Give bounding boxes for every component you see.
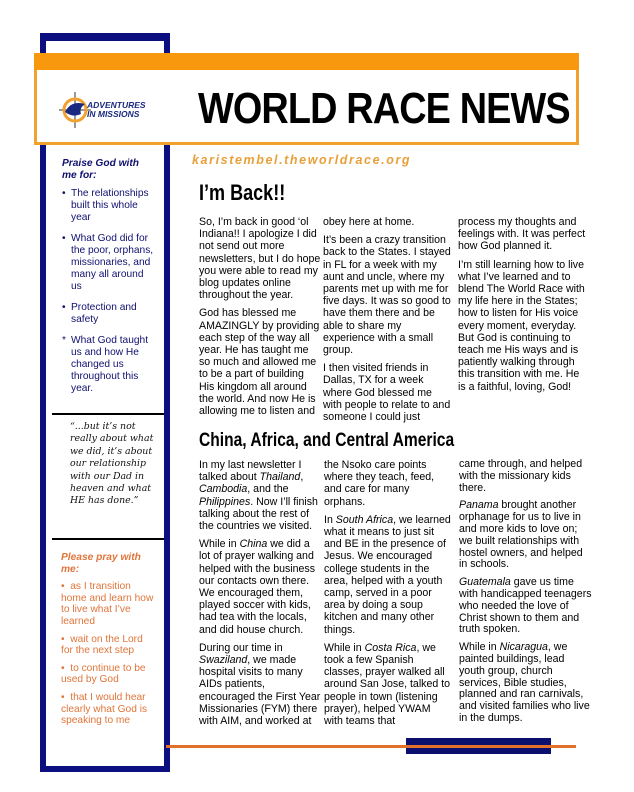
article-heading-china-africa: China, Africa, and Central America <box>199 430 455 451</box>
praise-item <box>62 335 154 395</box>
sidebar-divider <box>52 413 164 415</box>
praise-item <box>62 233 154 293</box>
bullet-icon: • <box>62 233 66 244</box>
article2-column-1 <box>199 459 323 733</box>
sidebar-quote: “...but it’s not really about what we did, it’s about our relationship with our Dad in heaven and what HE has done.” <box>70 421 154 507</box>
paragraph: While in Nicaragua, we painted buildings, lead youth group, church services, Bible studies, planned and ran carnivals, and visited families who live in the dumps. <box>459 641 590 724</box>
paragraph: It’s been a crazy transition back to the States. I stayed in FL for a week with my aunt and uncle, where my parents met up with me for five days. It was so good to have them there and be able to share my experience with a small group. <box>323 234 451 357</box>
praise-heading: Praise God with me for: <box>62 158 139 181</box>
praise-item-text: What God did for the poor, orphans, missionaries, and many all around us <box>71 233 154 292</box>
bullet-icon: • <box>61 633 65 645</box>
paragraph: God has blessed me AMAZINGLY by providing each step of the way all year. He has taught me so much and allowed me to be a part of building His kingdom all around the world. And now He is allowing me to listen and <box>199 307 320 418</box>
praise-item <box>62 188 154 224</box>
compass-logo-icon <box>57 90 157 130</box>
pray-item-text: that I would hear clearly what God is speaking to me <box>61 691 148 727</box>
paragraph: While in China we did a lot of prayer walking and helped with the business our contacts own there. We encouraged them, played soccer with kids, had tea with the locals, and did house church. <box>199 538 316 636</box>
paragraph: I then visited friends in Dallas, TX for a week where God blessed me with people to relate to and someone I could just <box>323 362 451 424</box>
paragraph: Panama brought another orphanage for us to live in and more kids to love on; we built relationships with hostel owners, and helped in schools. <box>459 499 583 571</box>
newsletter-title: WORLD RACE NEWS <box>198 84 570 133</box>
bullet-icon: • <box>62 188 66 199</box>
bullet-icon: • <box>62 302 66 313</box>
footer-bar-stripe <box>406 745 551 748</box>
bullet-icon: • <box>61 581 65 593</box>
blog-url[interactable]: karistembel.theworldrace.org <box>192 153 412 167</box>
sidebar-divider <box>52 538 164 540</box>
logo-line2: IN MISSIONS <box>87 109 140 119</box>
pray-item-text: wait on the Lord for the next step <box>61 633 143 657</box>
pray-item <box>61 663 157 686</box>
praise-item-text: The relationships built this whole year <box>71 188 149 223</box>
pray-heading: Please pray with me: <box>61 552 141 575</box>
praise-item-text: Protection and safety <box>71 302 137 325</box>
pray-item <box>61 692 157 727</box>
praise-section <box>62 158 154 404</box>
paragraph: Guatemala gave us time with handicapped teenagers who needed the love of Christ shown to them and truth spoken. <box>459 576 592 636</box>
pray-item-text: to continue to be used by God <box>61 662 146 686</box>
paragraph: I’m still learning how to live what I’ve learned and to blend The World Race with my life here in the States; how to listen for His voice every moment, everyday. But God is continuing to teach me His ways and is patiently walking through this transition with me. He is a faithful, loving, God! <box>458 258 585 393</box>
paragraph: So, I’m back in good ‘ol Indiana!! I apologize I did not send out more newsletters, but I do hope you were able to read my blog updates online throughout the year. <box>199 216 321 302</box>
paragraph: In my last newsletter I talked about Thailand, Cambodia, and the Philippines. Now I’ll finish talking about the rest of the countries we visited. <box>199 459 318 533</box>
article1-column-3 <box>458 216 586 399</box>
pray-item <box>61 581 157 627</box>
article1-column-1 <box>199 216 321 423</box>
header-orange-band <box>34 53 579 70</box>
asterisk-icon: * <box>62 335 66 346</box>
paragraph: While in Costa Rica, we took a few Spanish classes, prayer walked all around San Jose, talked to people in town (listening prayer), helped YWAM with teams that <box>324 641 451 728</box>
article1-column-2 <box>323 216 451 429</box>
article-heading-im-back: I’m Back!! <box>199 180 286 205</box>
praise-item <box>62 302 154 326</box>
praise-item-text: What God taught us and how He changed us throughout this year. <box>71 335 149 394</box>
article2-column-2 <box>324 459 452 733</box>
paragraph: In South Africa, we learned what it means to just sit and BE in the presence of Jesus. We encouraged college students in the area, helped with a youth camp, served in a poor area by doing a soup kitchen and many other things. <box>324 513 451 636</box>
praise-list <box>62 188 154 395</box>
paragraph: obey here at home. <box>323 216 415 228</box>
article2-column-3 <box>459 459 593 731</box>
paragraph: During our time in Swaziland, we made hospital visits to many AIDs patients, encouraged the First Year Missionaries (FYM) there with AIM, and worked at <box>199 641 321 728</box>
logo <box>57 90 157 130</box>
paragraph: process my thoughts and feelings with. It was perfect how God planned it. <box>458 216 586 253</box>
pray-item <box>61 634 157 657</box>
pray-section <box>61 552 157 733</box>
logo-line1: ADVENTURES <box>87 100 146 110</box>
pray-item-text: as I transition home and learn how to live what I’ve learned <box>61 581 154 627</box>
paragraph: came through, and helped with the missionary kids there. <box>459 458 583 494</box>
bullet-icon: • <box>61 691 65 703</box>
bullet-icon: • <box>61 662 65 674</box>
pray-list <box>61 581 157 727</box>
paragraph: the Nsoko care points where they teach, feed, and care for many orphans. <box>324 459 435 508</box>
